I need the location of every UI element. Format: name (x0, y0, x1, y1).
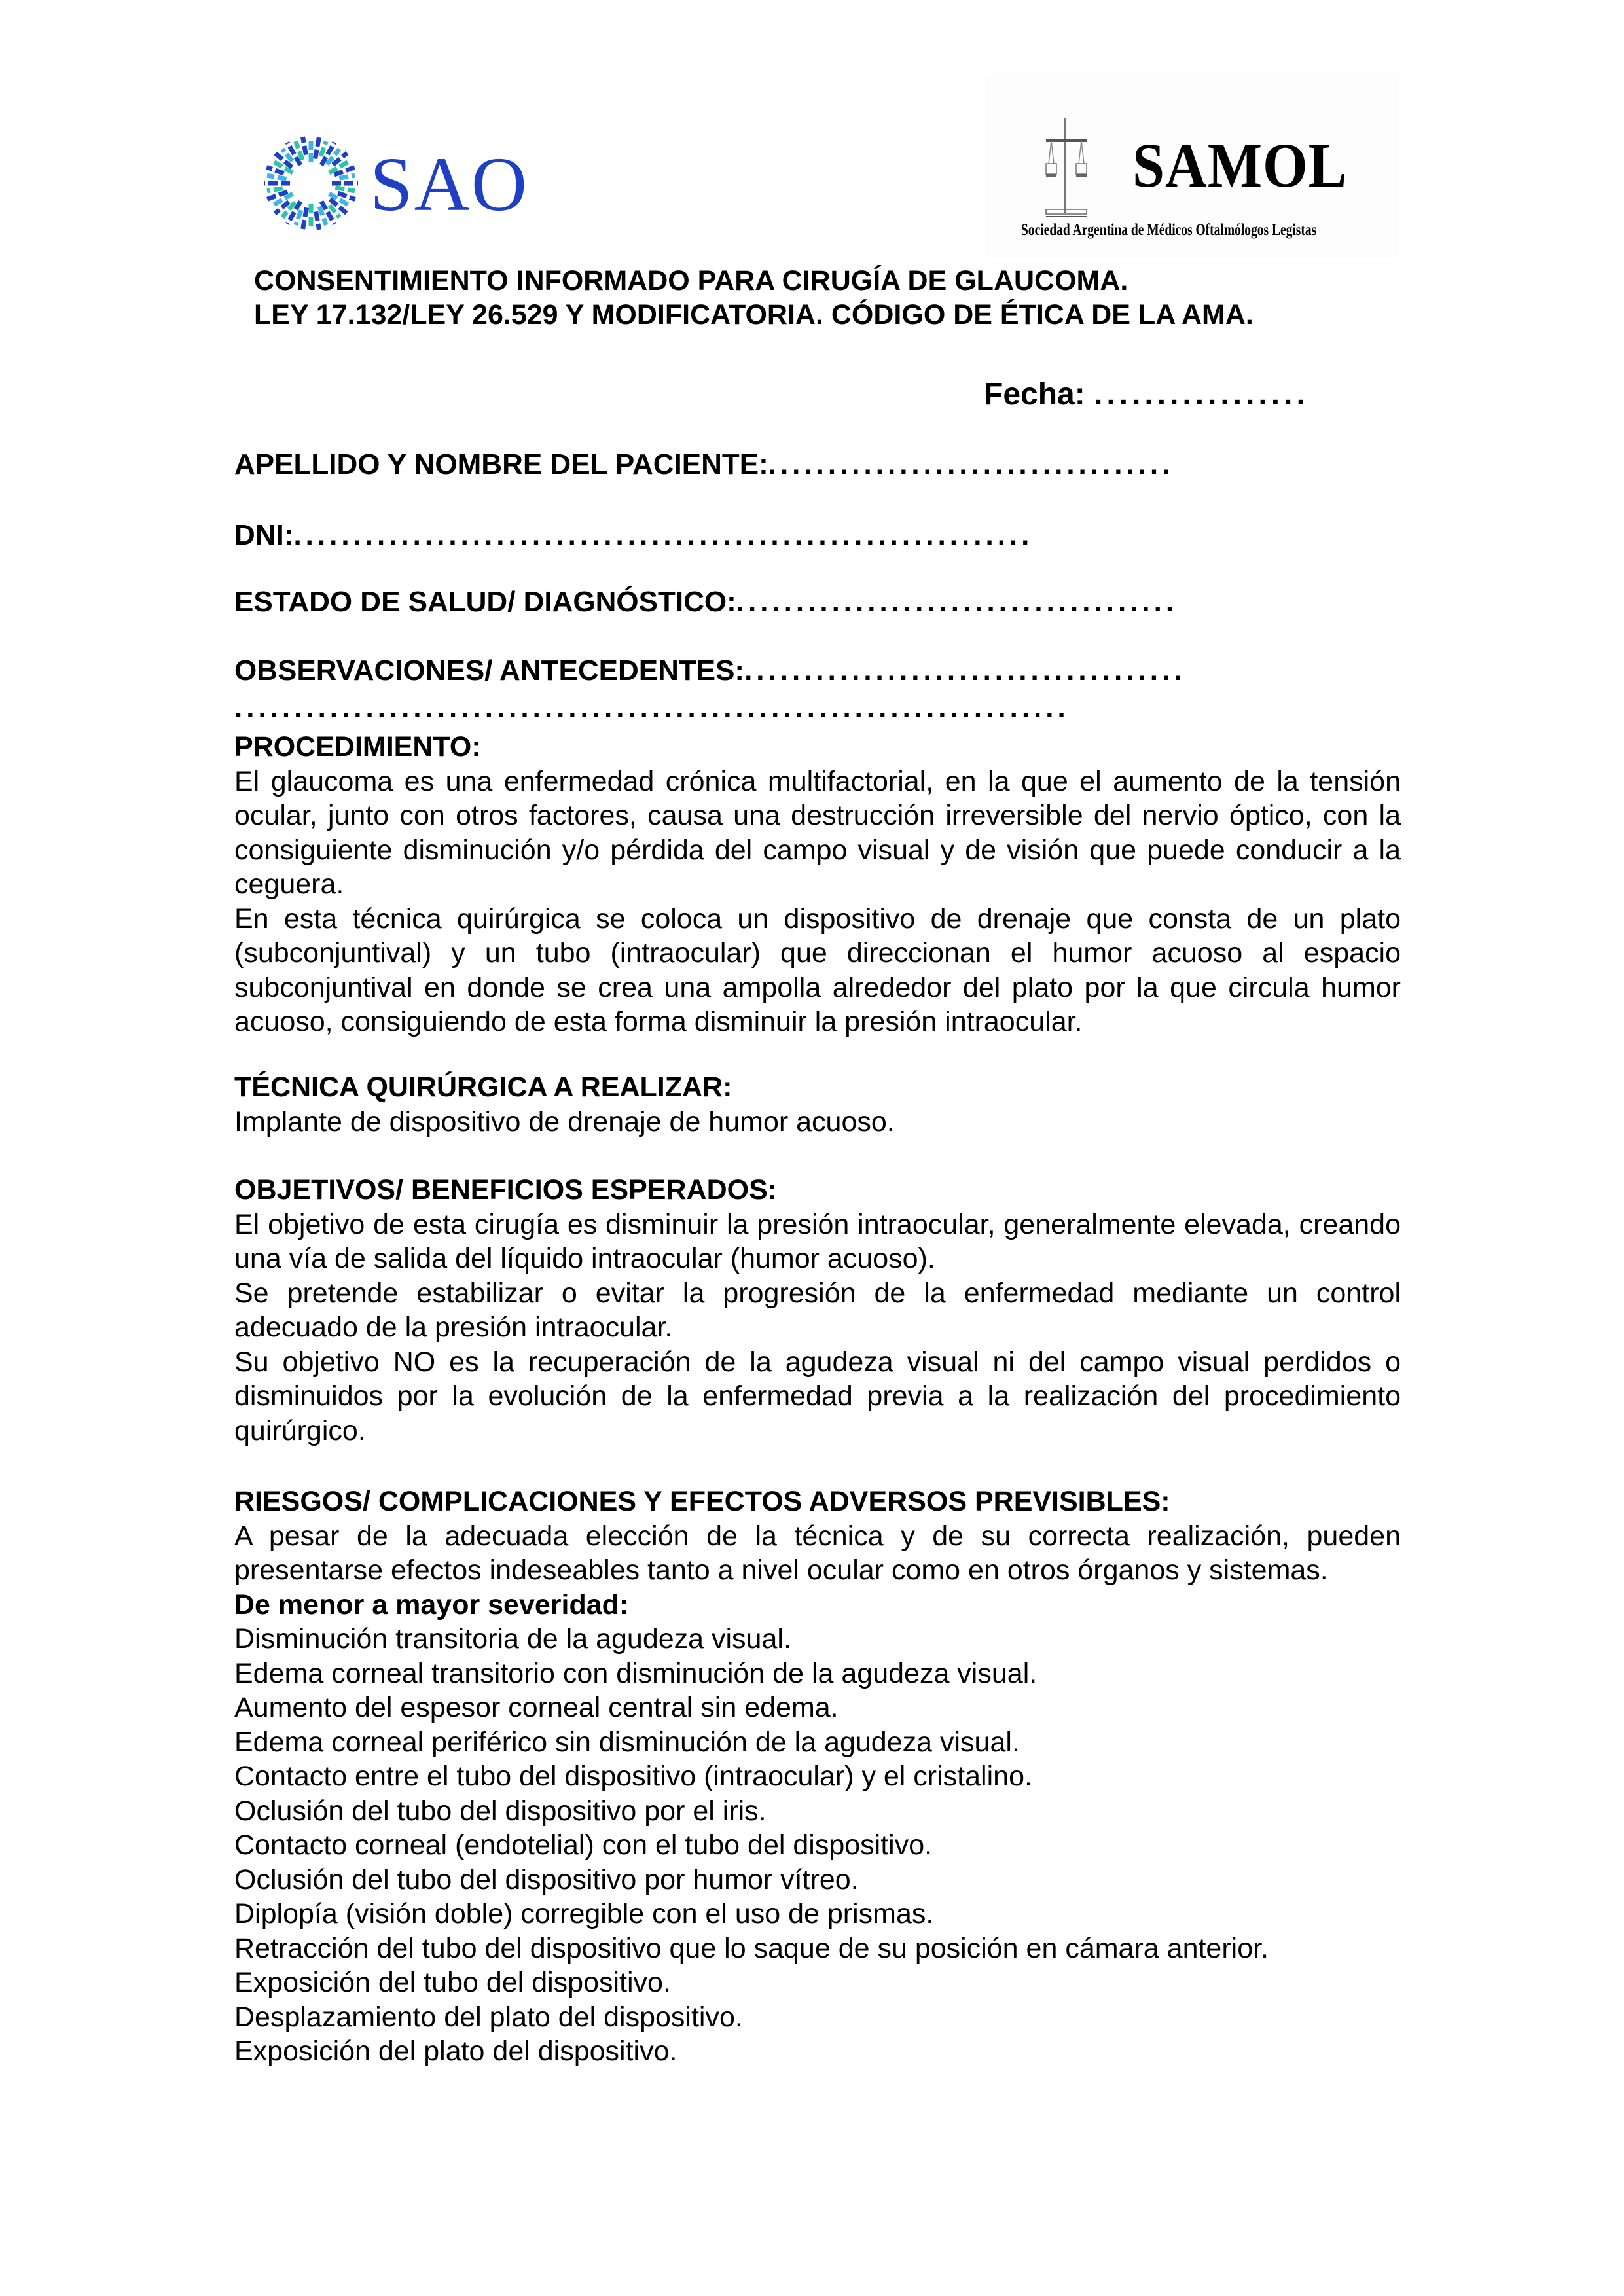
diagnosis-label: ESTADO DE SALUD/ DIAGNÓSTICO: (234, 586, 736, 618)
risk-item: Disminución transitoria de la agudeza visual. (234, 1623, 791, 1655)
paragraph: Se pretende estabilizar o evitar la progresión de la enfermedad mediante un control adecuado de la presión intraocular. (234, 1277, 1401, 1343)
paragraph: El objetivo de esta cirugía es disminuir la presión intraocular, generalmente elevada, creando una vía de salida del líquido intraocular (humor acuoso). (234, 1208, 1401, 1274)
section-heading: PROCEDIMIENTO: (234, 731, 481, 762)
paragraph: Su objetivo NO es la recuperación de la agudeza visual ni del campo visual perdidos o disminuidos por la evolución de la enfermedad previa a la realización del procedimiento quirúrgico. (234, 1346, 1401, 1446)
paragraph: A pesar de la adecuada elección de la técnica y de su correcta realización, pueden presentarse efectos indeseables tanto a nivel ocular como en otros órganos y sistemas. (234, 1520, 1401, 1586)
document-title: CONSENTIMIENTO INFORMADO PARA CIRUGÍA DE GLAUCOMA. (254, 265, 1128, 296)
risk-item: Exposición del plato del dispositivo. (234, 2036, 677, 2067)
diagnosis-blank[interactable]: ..................................... (736, 586, 1178, 618)
date-field[interactable] (984, 376, 1309, 412)
paragraph: Implante de dispositivo de drenaje de humor acuoso. (234, 1105, 895, 1138)
risk-item: Diplopía (visión doble) corregible con el uso de prismas. (234, 1898, 934, 1929)
paragraph: El glaucoma es una enfermedad crónica multifactorial, en la que el aumento de la tensión ocular, junto con otros factores, causa una destrucción irreversible del nervio óptico, con la consiguiente disminución y/o pérdida del campo visual y de visión que puede conducir a la ceguera. (234, 765, 1401, 900)
samol-logo (985, 75, 1398, 259)
section-heading: RIESGOS/ COMPLICACIONES Y EFECTOS ADVERSOS PREVISIBLES: (234, 1486, 1170, 1517)
patient-name-label: APELLIDO Y NOMBRE DEL PACIENTE: (234, 448, 768, 480)
dni-label: DNI: (234, 519, 294, 551)
observations-label: OBSERVACIONES/ ANTECEDENTES: (234, 655, 745, 687)
observations-continuation-field[interactable] (234, 692, 1070, 725)
risk-item: Aumento del espesor corneal central sin edema. (234, 1692, 839, 1723)
date-label: Fecha: (984, 377, 1085, 412)
diagnosis-field[interactable] (234, 586, 1178, 619)
sao-sunburst-icon (259, 131, 363, 236)
section-tecnica (234, 1070, 1401, 1139)
section-heading: TÉCNICA QUIRÚRGICA A REALIZAR: (234, 1071, 732, 1103)
risk-item: Edema corneal transitorio con disminución de la agudeza visual. (234, 1657, 1038, 1689)
scales-of-justice-icon (1041, 111, 1100, 223)
risk-item: Contacto corneal (endotelial) con el tubo del dispositivo. (234, 1829, 933, 1861)
section-procedimiento (234, 730, 1401, 1039)
observations-field[interactable] (234, 655, 1185, 687)
dni-blank[interactable]: .............................................................. (293, 519, 1034, 551)
risk-item: Desplazamiento del plato del dispositivo. (234, 2001, 743, 2033)
sao-logo-text: SAO (370, 141, 529, 227)
risk-item: Exposición del tubo del dispositivo. (234, 1967, 671, 1998)
risk-item: Contacto entre el tubo del dispositivo (intraocular) y el cristalino. (234, 1761, 1032, 1792)
samol-subtitle: Sociedad Argentina de Médicos Oftalmólogos Legistas (1021, 221, 1317, 239)
section-riesgos (234, 1484, 1401, 2069)
samol-logo-text: SAMOL (1132, 130, 1348, 200)
sao-logo (259, 128, 529, 239)
section-heading: OBJETIVOS/ BENEFICIOS ESPERADOS: (234, 1174, 778, 1206)
patient-name-blank[interactable]: .................................. (768, 448, 1174, 480)
paragraph: En esta técnica quirúrgica se coloca un dispositivo de drenaje que consta de un plato (subconjuntival) y un tubo (intraocular) que direccionan el humor acuoso al espacio subconjuntival en donde se crea una ampolla alrededor del plato por la que circula humor acuoso, consiguiendo de esta forma disminuir la presión intraocular. (234, 903, 1401, 1037)
document-legal-reference: LEY 17.132/LEY 26.529 Y MODIFICATORIA. CÓDIGO DE ÉTICA DE LA AMA. (254, 299, 1254, 331)
severity-subheading: De menor a mayor severidad: (234, 1588, 629, 1621)
dni-field[interactable] (234, 519, 1033, 552)
section-objetivos (234, 1173, 1401, 1448)
risk-item: Oclusión del tubo del dispositivo por el iris. (234, 1795, 767, 1827)
observations-blank[interactable]: ..................................... (744, 655, 1186, 687)
date-blank[interactable]: ................. (1094, 377, 1309, 412)
observations-continuation-blank[interactable]: ...................................................................... (234, 692, 1070, 724)
risk-item: Edema corneal periférico sin disminución de la agudeza visual. (234, 1726, 1020, 1758)
patient-name-field[interactable] (234, 448, 1174, 481)
risk-item: Oclusión del tubo del dispositivo por humor vítreo. (234, 1863, 859, 1895)
risk-item: Retracción del tubo del dispositivo que lo saque de su posición en cámara anterior. (234, 1932, 1269, 1964)
